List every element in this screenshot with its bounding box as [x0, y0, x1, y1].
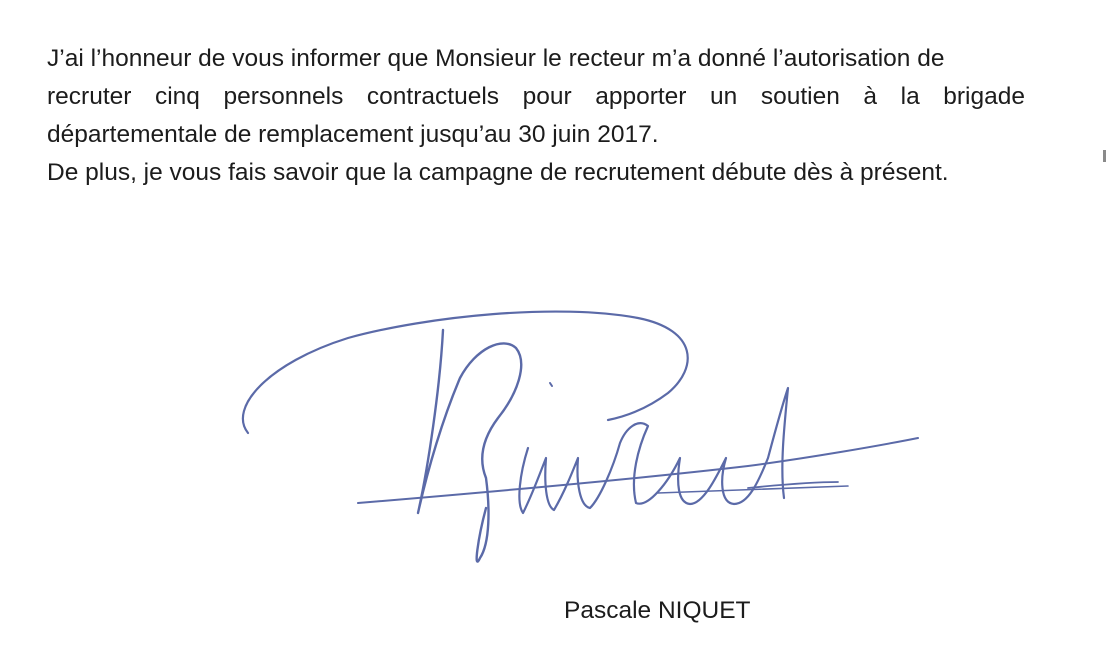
handwritten-signature: [228, 308, 928, 598]
signature-dot: [550, 383, 552, 386]
signature-loop-stroke: [243, 312, 688, 433]
page-edge-mark: [1103, 150, 1106, 162]
signature-inner-letters: [519, 388, 788, 513]
signatory-name: Pascale NIQUET: [564, 597, 751, 624]
letter-body: [47, 40, 1025, 192]
paragraph-2: De plus, je vous fais savoir que la campagne de recrutement débute dès à présent.: [47, 159, 949, 186]
paragraph-1-line-2: recruter cinq personnels contractuels pour apporter un soutien à la brigade: [47, 83, 1025, 110]
signature-crossbar-stroke: [358, 438, 918, 503]
signature-letter-stroke: [418, 330, 521, 562]
paragraph-1-line-3: départementale de remplacement jusqu’au 30 juin 2017.: [47, 121, 659, 148]
paragraph-1-line-1: J’ai l’honneur de vous informer que Monsieur le recteur m’a donné l’autorisation de: [47, 45, 945, 72]
